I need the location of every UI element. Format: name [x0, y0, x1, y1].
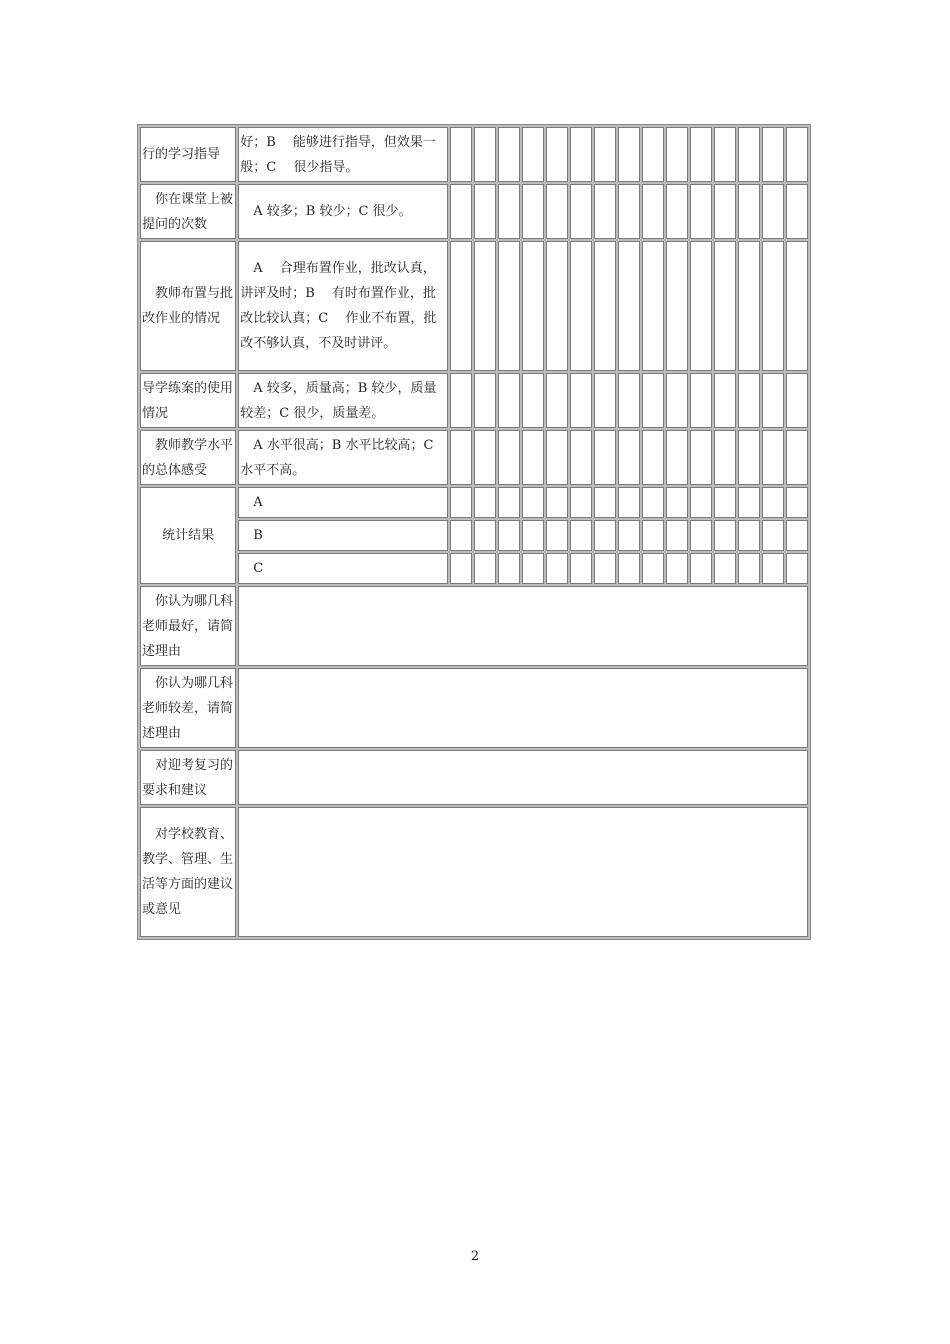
- table-row: [140, 430, 808, 485]
- tally-cell[interactable]: [546, 520, 568, 551]
- open-question-cell: 你认为哪几科老师最好，请简述理由: [140, 586, 236, 666]
- tally-cell[interactable]: [738, 487, 760, 518]
- answer-area[interactable]: [238, 586, 808, 666]
- tally-cell[interactable]: [690, 553, 712, 584]
- tally-cell[interactable]: [570, 184, 592, 239]
- tally-cell[interactable]: [642, 553, 664, 584]
- tally-cell[interactable]: [546, 184, 568, 239]
- options-cell: A 水平很高；B 水平比较高；C 水平不高。: [238, 430, 448, 485]
- tally-cell[interactable]: [666, 520, 688, 551]
- tally-cell[interactable]: [618, 241, 640, 371]
- tally-cell[interactable]: [450, 520, 472, 551]
- tally-cell[interactable]: [642, 373, 664, 428]
- tally-cell[interactable]: [570, 553, 592, 584]
- open-question-row: [140, 668, 808, 748]
- tally-cell[interactable]: [642, 241, 664, 371]
- tally-cell[interactable]: [714, 184, 736, 239]
- tally-cell[interactable]: [474, 520, 496, 551]
- table-row: [140, 373, 808, 428]
- tally-cell[interactable]: [714, 241, 736, 371]
- tally-cell[interactable]: [546, 553, 568, 584]
- open-question-row: [140, 750, 808, 805]
- survey-table: [137, 124, 811, 940]
- tally-cell[interactable]: [594, 184, 616, 239]
- tally-cell[interactable]: [642, 520, 664, 551]
- tally-cell[interactable]: [738, 430, 760, 485]
- tally-cell[interactable]: [474, 241, 496, 371]
- answer-area[interactable]: [238, 668, 808, 748]
- tally-cell[interactable]: [570, 520, 592, 551]
- tally-cell[interactable]: [690, 127, 712, 182]
- tally-cell[interactable]: [666, 553, 688, 584]
- tally-cell[interactable]: [714, 553, 736, 584]
- tally-cell[interactable]: [762, 241, 784, 371]
- tally-cell[interactable]: [786, 553, 808, 584]
- tally-cell[interactable]: [786, 184, 808, 239]
- tally-cell[interactable]: [666, 430, 688, 485]
- tally-cell[interactable]: [690, 430, 712, 485]
- tally-cell[interactable]: [690, 487, 712, 518]
- tally-cell[interactable]: [738, 127, 760, 182]
- tally-cell[interactable]: [666, 127, 688, 182]
- tally-cell[interactable]: [786, 430, 808, 485]
- options-cell: A 较多，质量高；B 较少，质量较差；C 很少，质量差。: [238, 373, 448, 428]
- tally-cell[interactable]: [762, 430, 784, 485]
- tally-cell[interactable]: [714, 430, 736, 485]
- tally-cell[interactable]: [666, 487, 688, 518]
- tally-cell[interactable]: [738, 553, 760, 584]
- options-cell: 好；B 能够进行指导，但效果一般；C 很少指导。: [238, 127, 448, 182]
- tally-cell[interactable]: [618, 373, 640, 428]
- tally-cell[interactable]: [594, 127, 616, 182]
- stats-option-cell: C: [238, 553, 448, 584]
- tally-cell[interactable]: [570, 373, 592, 428]
- tally-cell[interactable]: [786, 241, 808, 371]
- stats-row: [140, 487, 808, 518]
- question-cell: 教师布置与批改作业的情况: [140, 241, 236, 371]
- open-question-cell: 你认为哪几科老师较差，请简述理由: [140, 668, 236, 748]
- question-cell: 行的学习指导: [140, 127, 236, 182]
- tally-cell[interactable]: [522, 520, 544, 551]
- tally-cell[interactable]: [618, 184, 640, 239]
- tally-cell[interactable]: [690, 241, 712, 371]
- tally-cell[interactable]: [786, 373, 808, 428]
- tally-cell[interactable]: [450, 127, 472, 182]
- tally-cell[interactable]: [498, 184, 520, 239]
- tally-cell[interactable]: [546, 241, 568, 371]
- tally-cell[interactable]: [594, 520, 616, 551]
- stats-row: [140, 520, 808, 551]
- tally-cell[interactable]: [522, 487, 544, 518]
- tally-cell[interactable]: [594, 373, 616, 428]
- tally-cell[interactable]: [690, 373, 712, 428]
- tally-cell[interactable]: [594, 241, 616, 371]
- tally-cell[interactable]: [522, 184, 544, 239]
- tally-cell[interactable]: [474, 127, 496, 182]
- tally-cell[interactable]: [450, 553, 472, 584]
- tally-cell[interactable]: [714, 520, 736, 551]
- tally-cell[interactable]: [498, 553, 520, 584]
- tally-cell[interactable]: [570, 127, 592, 182]
- table-row: [140, 127, 808, 182]
- tally-cell[interactable]: [762, 373, 784, 428]
- tally-cell[interactable]: [450, 184, 472, 239]
- tally-cell[interactable]: [642, 127, 664, 182]
- tally-cell[interactable]: [594, 553, 616, 584]
- tally-cell[interactable]: [522, 127, 544, 182]
- options-cell: A 较多；B 较少；C 很少。: [238, 184, 448, 239]
- tally-cell[interactable]: [618, 487, 640, 518]
- tally-cell[interactable]: [498, 127, 520, 182]
- tally-cell[interactable]: [738, 241, 760, 371]
- question-cell: 你在课堂上被提问的次数: [140, 184, 236, 239]
- tally-cell[interactable]: [738, 373, 760, 428]
- tally-cell[interactable]: [762, 487, 784, 518]
- tally-cell[interactable]: [618, 127, 640, 182]
- stats-option-cell: A: [238, 487, 448, 518]
- tally-cell[interactable]: [762, 553, 784, 584]
- tally-cell[interactable]: [642, 184, 664, 239]
- tally-cell[interactable]: [594, 487, 616, 518]
- tally-cell[interactable]: [786, 520, 808, 551]
- tally-cell[interactable]: [522, 430, 544, 485]
- tally-cell[interactable]: [474, 373, 496, 428]
- tally-cell[interactable]: [738, 520, 760, 551]
- tally-cell[interactable]: [786, 127, 808, 182]
- tally-cell[interactable]: [498, 430, 520, 485]
- tally-cell[interactable]: [762, 184, 784, 239]
- tally-cell[interactable]: [522, 553, 544, 584]
- tally-cell[interactable]: [666, 184, 688, 239]
- answer-area[interactable]: [238, 807, 808, 937]
- page-number: 2: [470, 1249, 480, 1264]
- tally-cell[interactable]: [450, 487, 472, 518]
- tally-cell[interactable]: [570, 487, 592, 518]
- options-cell: A 合理布置作业，批改认真，讲评及时；B 有时布置作业，批改比较认真；C 作业不布置，批改不够认真，不及时讲评。: [238, 241, 448, 371]
- tally-cell[interactable]: [546, 127, 568, 182]
- tally-cell[interactable]: [474, 430, 496, 485]
- open-question-row: [140, 807, 808, 937]
- stats-label-cell: 统计结果: [140, 487, 236, 584]
- tally-cell[interactable]: [714, 127, 736, 182]
- table-row: [140, 241, 808, 371]
- tally-cell[interactable]: [546, 487, 568, 518]
- tally-cell[interactable]: [642, 430, 664, 485]
- tally-cell[interactable]: [762, 520, 784, 551]
- tally-cell[interactable]: [498, 487, 520, 518]
- survey-table-body: [140, 127, 808, 937]
- tally-cell[interactable]: [618, 553, 640, 584]
- tally-cell[interactable]: [474, 184, 496, 239]
- answer-area[interactable]: [238, 750, 808, 805]
- question-cell: 教师教学水平的总体感受: [140, 430, 236, 485]
- tally-cell[interactable]: [450, 241, 472, 371]
- tally-cell[interactable]: [618, 520, 640, 551]
- tally-cell[interactable]: [498, 520, 520, 551]
- tally-cell[interactable]: [474, 487, 496, 518]
- stats-row: [140, 553, 808, 584]
- tally-cell[interactable]: [666, 241, 688, 371]
- tally-cell[interactable]: [690, 184, 712, 239]
- tally-cell[interactable]: [690, 520, 712, 551]
- stats-option-cell: B: [238, 520, 448, 551]
- open-question-row: [140, 586, 808, 666]
- tally-cell[interactable]: [738, 184, 760, 239]
- tally-cell[interactable]: [450, 373, 472, 428]
- tally-cell[interactable]: [450, 430, 472, 485]
- open-question-cell: 对迎考复习的要求和建议: [140, 750, 236, 805]
- tally-cell[interactable]: [570, 430, 592, 485]
- tally-cell[interactable]: [618, 430, 640, 485]
- table-row: [140, 184, 808, 239]
- tally-cell[interactable]: [714, 487, 736, 518]
- tally-cell[interactable]: [714, 373, 736, 428]
- tally-cell[interactable]: [522, 241, 544, 371]
- tally-cell[interactable]: [546, 430, 568, 485]
- tally-cell[interactable]: [786, 487, 808, 518]
- tally-cell[interactable]: [498, 241, 520, 371]
- tally-cell[interactable]: [642, 487, 664, 518]
- tally-cell[interactable]: [570, 241, 592, 371]
- tally-cell[interactable]: [594, 430, 616, 485]
- question-cell: 导学练案的使用情况: [140, 373, 236, 428]
- open-question-cell: 对学校教育、教学、管理、生活等方面的建议或意见: [140, 807, 236, 937]
- tally-cell[interactable]: [666, 373, 688, 428]
- tally-cell[interactable]: [762, 127, 784, 182]
- tally-cell[interactable]: [546, 373, 568, 428]
- tally-cell[interactable]: [498, 373, 520, 428]
- tally-cell[interactable]: [474, 553, 496, 584]
- tally-cell[interactable]: [522, 373, 544, 428]
